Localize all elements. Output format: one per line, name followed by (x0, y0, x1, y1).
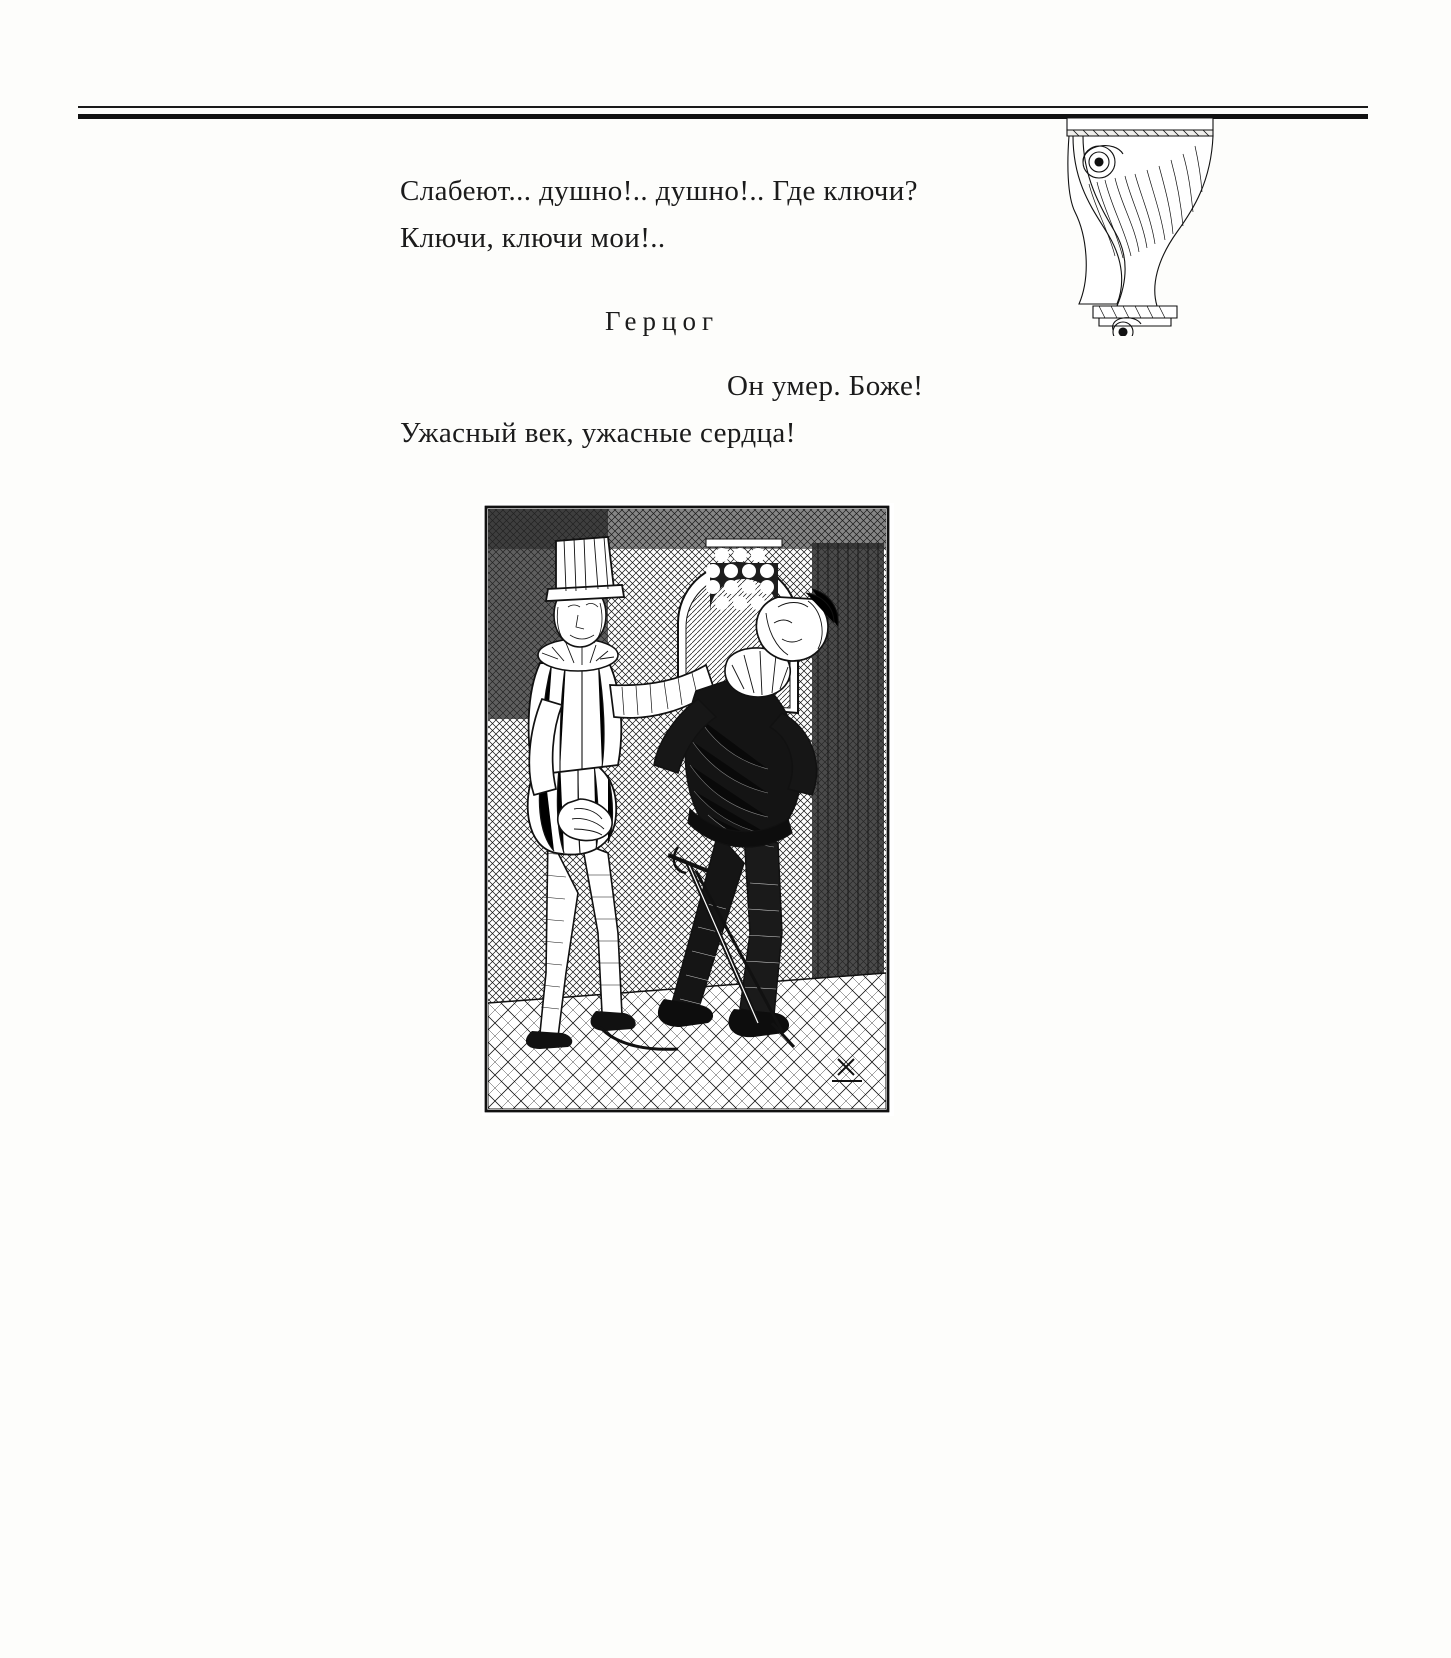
verse-line-4: Ужасный век, ужасные сердца! (400, 417, 796, 449)
verse-line-3: Он умер. Боже! (727, 370, 924, 402)
verse-line-1: Слабеют... душно!.. душно!.. Где ключи? (400, 175, 918, 207)
speaker-name: Герцог (605, 306, 720, 336)
rule-thin-line (78, 106, 1368, 108)
verse-block (0, 168, 1451, 457)
verse-line-2: Ключи, ключи мои!.. (400, 222, 666, 254)
woodcut-engraving (482, 503, 894, 1116)
